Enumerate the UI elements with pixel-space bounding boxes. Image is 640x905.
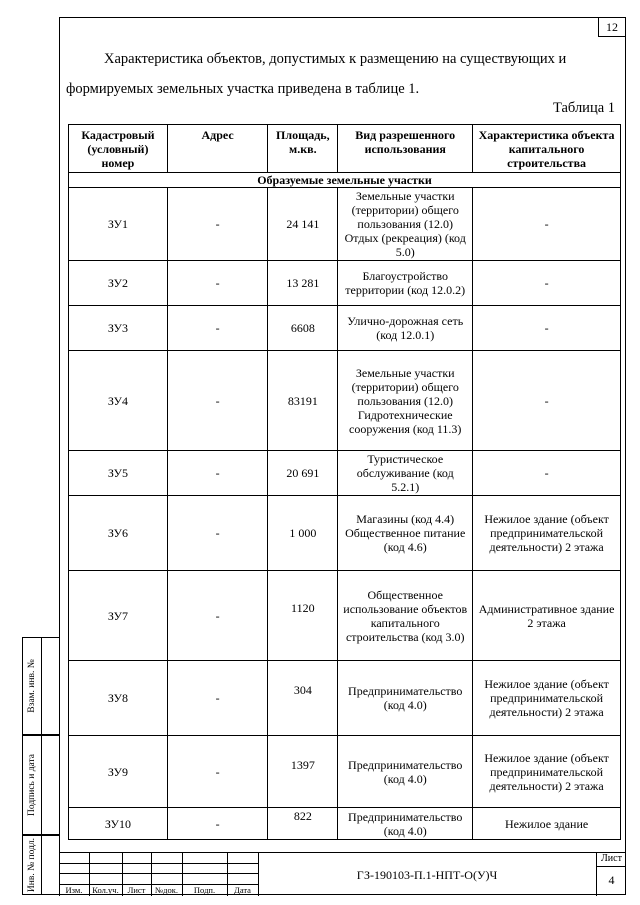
table-row [69,188,621,261]
header-permitted-use: Вид разрешенного использования [338,125,473,173]
table-row [69,451,621,496]
cell-use: Предпринимательство (код 4.0) [338,736,473,808]
header-area: Площадь, м.кв. [268,125,338,173]
cell-address: - [167,808,268,840]
cell-area: 6608 [268,306,338,351]
cell-number: ЗУ3 [69,306,168,351]
cell-number: ЗУ5 [69,451,168,496]
cell-area: 1 000 [268,496,338,571]
table-row [69,306,621,351]
cell-use: Общественное использование объектов капитального строительства (код 3.0) [338,571,473,661]
intro-paragraph [66,44,614,104]
cell-use: Благоустройство территории (код 12.0.2) [338,261,473,306]
cell-use: Предпринимательство (код 4.0) [338,661,473,736]
page-number-top: 12 [598,17,626,37]
cell-number: ЗУ9 [69,736,168,808]
sheet-label: Лист [601,853,622,864]
caption-date: Дата [234,885,251,895]
cell-number: ЗУ10 [69,808,168,840]
cell-address: - [167,571,268,661]
cell-characteristic: - [473,451,621,496]
caption-sheet: Лист [127,885,146,895]
land-plots-table [68,124,621,840]
side-stamp-label: Подпись и дата [23,736,42,834]
cell-area: 83191 [268,351,338,451]
cell-number: ЗУ8 [69,661,168,736]
table-row [69,736,621,808]
section-row [69,173,621,188]
cell-address: - [167,351,268,451]
title-block [59,852,626,895]
cell-address: - [167,736,268,808]
table-caption: Таблица 1 [553,100,616,116]
cell-number: ЗУ4 [69,351,168,451]
cell-characteristic: Нежилое здание (объект предпринимательской деятельности) 2 этажа [473,736,621,808]
cell-address: - [167,496,268,571]
side-stamp-inventory [22,835,60,895]
cell-address: - [167,451,268,496]
cell-characteristic: Нежилое здание [473,808,621,840]
cell-area: 822 [268,808,338,840]
header-cadastral-number: Кадастровый (условный) номер [69,125,168,173]
cell-characteristic: - [473,306,621,351]
cell-area: 20 691 [268,451,338,496]
cell-characteristic: - [473,188,621,261]
cell-address: - [167,661,268,736]
side-stamp-replacement [22,637,60,735]
cell-address: - [167,306,268,351]
cell-address: - [167,261,268,306]
cell-characteristic: Нежилое здание (объект предпринимательской деятельности) 2 этажа [473,661,621,736]
cell-number: ЗУ2 [69,261,168,306]
cell-number: ЗУ6 [69,496,168,571]
cell-use: Туристическое обслуживание (код 5.2.1) [338,451,473,496]
cell-area: 13 281 [268,261,338,306]
caption-document: №док. [155,885,178,895]
table-header-row [69,125,621,173]
header-capital-object: Характеристика объекта капитального строительства [473,125,621,173]
table-row [69,496,621,571]
cell-number: ЗУ7 [69,571,168,661]
side-stamp-signature [22,735,60,835]
document-code: ГЗ-190103-П.1-НПТ-О(У)Ч [356,868,498,882]
table-row [69,661,621,736]
table-row [69,571,621,661]
cell-characteristic: Нежилое здание (объект предпринимательской деятельности) 2 этажа [473,496,621,571]
cell-use: Предпринимательство (код 4.0) [338,808,473,840]
cell-use: Магазины (код 4.4) Общественное питание (код 4.6) [338,496,473,571]
side-stamp-label: Взам. инв. № [23,638,42,734]
intro-line-2: формируемых земельных участка приведена в таблице 1. [66,81,420,97]
table-row [69,808,621,840]
cell-use: Земельные участки (территории) общего пользования (12.0) Гидротехнические сооружения (код 11.3) [338,351,473,451]
sheet-number: 4 [608,873,615,887]
cell-characteristic: - [473,351,621,451]
intro-line-1: Характеристика объектов, допустимых к размещению на существующих и [104,51,567,67]
caption-change: Изм. [65,885,83,895]
header-address: Адрес [167,125,268,173]
side-stamp-label: Инв. № подл. [23,836,42,894]
cell-characteristic: - [473,261,621,306]
cell-area: 24 141 [268,188,338,261]
cell-area: 1120 [268,571,338,661]
cell-area: 304 [268,661,338,736]
cell-address: - [167,188,268,261]
cell-number: ЗУ1 [69,188,168,261]
caption-quantity: Кол.уч. [92,885,119,895]
caption-signature: Подп. [193,885,216,895]
cell-use: Земельные участки (территории) общего пользования (12.0) Отдых (рекреация) (код 5.0) [338,188,473,261]
cell-characteristic: Административное здание 2 этажа [473,571,621,661]
cell-use: Улично-дорожная сеть (код 12.0.1) [338,306,473,351]
cell-area: 1397 [268,736,338,808]
table-row [69,351,621,451]
section-title: Образуемые земельные участки [69,173,621,188]
table-row [69,261,621,306]
